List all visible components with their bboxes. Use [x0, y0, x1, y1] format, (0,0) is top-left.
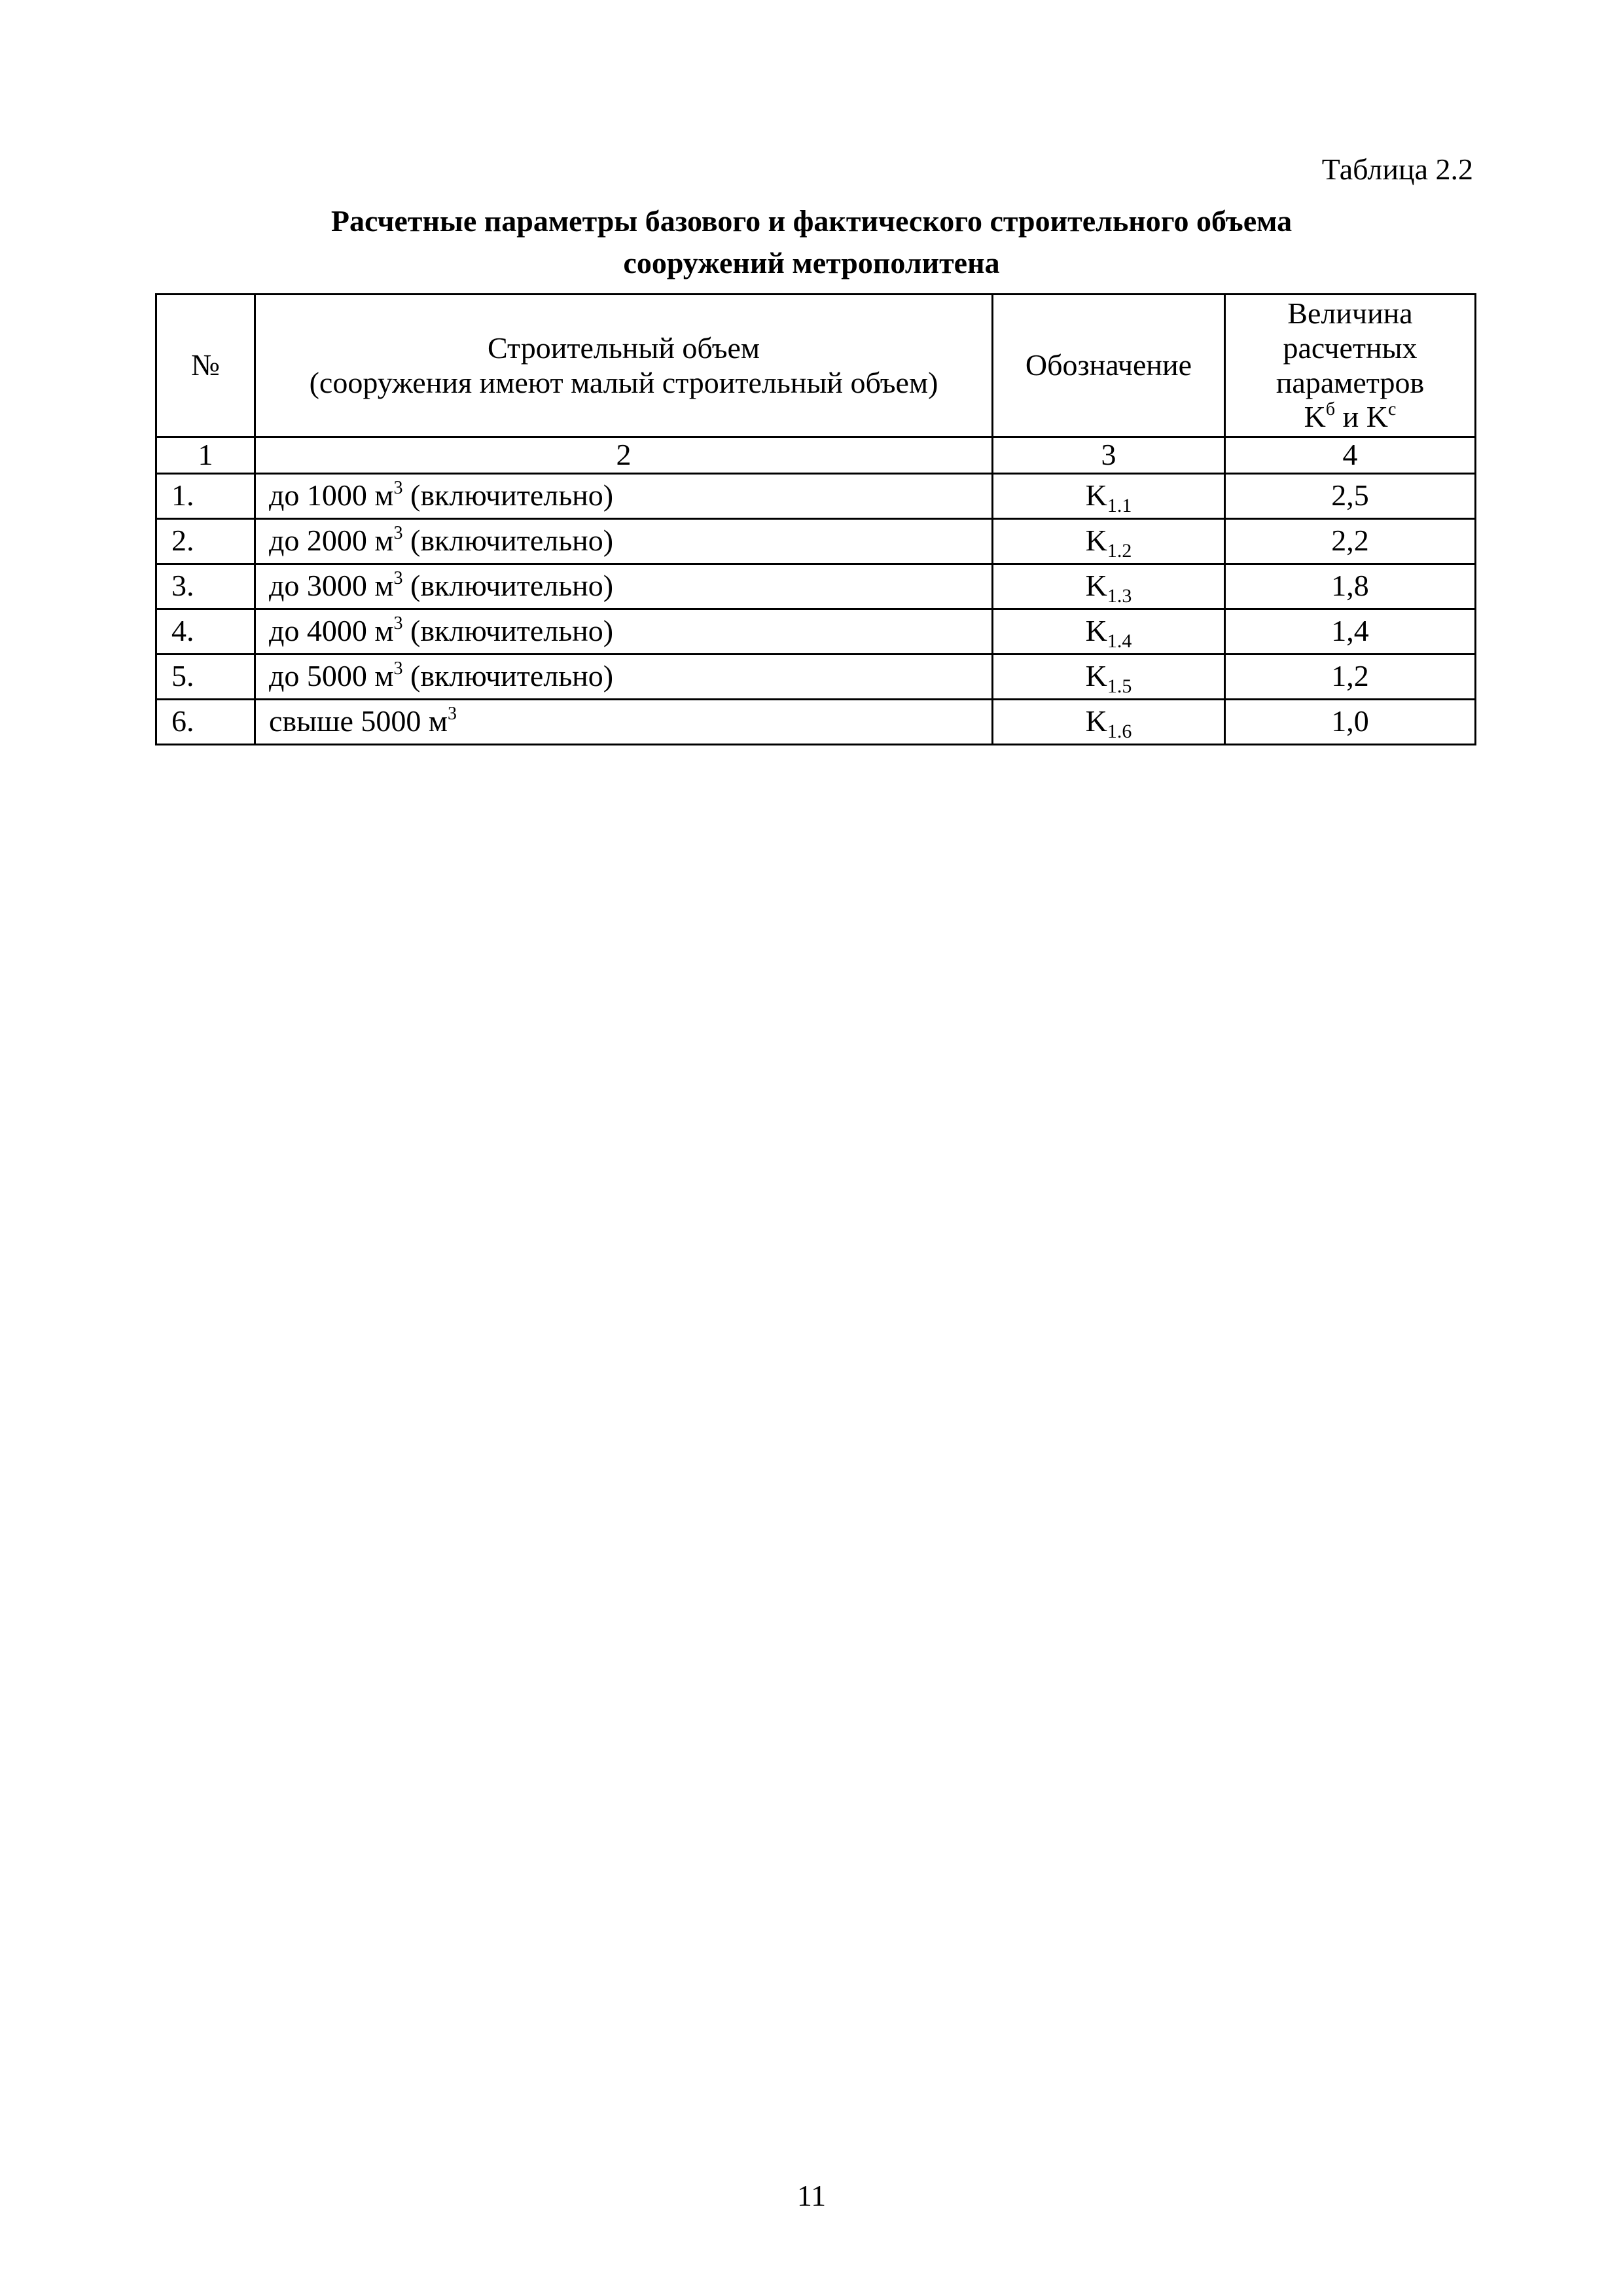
table-row — [156, 699, 1476, 744]
row-value: 1,0 — [1225, 699, 1476, 744]
row-value: 1,4 — [1225, 609, 1476, 654]
row-number: 6. — [156, 699, 255, 744]
table-row — [156, 609, 1476, 654]
row-volume-text: до 2000 м — [269, 524, 394, 558]
row-value: 2,5 — [1225, 473, 1476, 518]
row-symbol-sub: 1.5 — [1107, 675, 1132, 698]
table-row — [156, 564, 1476, 609]
row-volume-text: до 4000 м — [269, 614, 394, 648]
row-volume-sup: 3 — [393, 658, 403, 679]
row-number: 3. — [156, 564, 255, 609]
header-value-line-3: параметров — [1275, 365, 1425, 399]
row-volume — [255, 473, 993, 518]
row-volume-sup: 3 — [393, 523, 403, 544]
table-header-row — [156, 295, 1476, 437]
row-volume-sup: 3 — [448, 704, 457, 725]
row-volume — [255, 654, 993, 699]
row-volume-suffix: (включительно) — [402, 478, 614, 512]
row-volume-suffix: (включительно) — [402, 524, 614, 558]
row-symbol-sub: 1.4 — [1107, 630, 1132, 653]
row-symbol — [993, 609, 1225, 654]
header-value-k2-sup: с — [1387, 399, 1397, 420]
header-value-line-1: Величина — [1287, 296, 1413, 330]
title-line-2: сооружений метрополитена — [623, 246, 1000, 279]
row-number: 4. — [156, 609, 255, 654]
row-volume-sup: 3 — [393, 478, 403, 499]
table-row — [156, 654, 1476, 699]
header-volume-line-2: (сооружения имеют малый строительный объем) — [309, 365, 938, 399]
row-volume-text: до 3000 м — [269, 569, 394, 603]
row-symbol — [993, 699, 1225, 744]
row-value: 1,8 — [1225, 564, 1476, 609]
row-symbol-letter: K — [1085, 704, 1107, 738]
row-volume-text: до 1000 м — [269, 478, 394, 512]
row-symbol — [993, 518, 1225, 564]
column-number-3: 3 — [993, 437, 1225, 474]
column-numbers-row — [156, 437, 1476, 474]
row-value: 2,2 — [1225, 518, 1476, 564]
row-volume — [255, 609, 993, 654]
row-symbol-letter: K — [1085, 659, 1107, 693]
header-symbol: Обозначение — [993, 295, 1225, 437]
header-no: № — [156, 295, 255, 437]
row-symbol-sub: 1.2 — [1107, 540, 1132, 562]
row-number: 5. — [156, 654, 255, 699]
row-volume-sup: 3 — [393, 568, 403, 589]
row-symbol — [993, 473, 1225, 518]
column-number-1: 1 — [156, 437, 255, 474]
row-symbol-letter: K — [1085, 614, 1107, 648]
table-row — [156, 473, 1476, 518]
row-symbol-letter: K — [1085, 569, 1107, 603]
header-value-k1: K — [1304, 400, 1326, 434]
row-number: 2. — [156, 518, 255, 564]
row-volume-sup: 3 — [393, 613, 403, 634]
row-volume — [255, 518, 993, 564]
row-volume-suffix: (включительно) — [402, 569, 614, 603]
row-volume-suffix: (включительно) — [402, 659, 614, 693]
parameters-table — [155, 293, 1476, 745]
table-label: Таблица 2.2 — [1321, 152, 1473, 186]
row-number: 1. — [156, 473, 255, 518]
row-symbol-sub: 1.1 — [1107, 495, 1132, 517]
document-title — [0, 200, 1623, 284]
row-volume — [255, 699, 993, 744]
row-volume — [255, 564, 993, 609]
column-number-4: 4 — [1225, 437, 1476, 474]
row-symbol-letter: K — [1085, 478, 1107, 512]
row-volume-suffix: (включительно) — [402, 614, 614, 648]
column-number-2: 2 — [255, 437, 993, 474]
header-volume-line-1: Строительный объем — [487, 331, 760, 365]
row-value: 1,2 — [1225, 654, 1476, 699]
row-symbol-letter: K — [1085, 524, 1107, 558]
table-row — [156, 518, 1476, 564]
row-symbol-sub: 1.6 — [1107, 721, 1132, 743]
header-value-and: и K — [1335, 400, 1388, 434]
header-volume — [255, 295, 993, 437]
row-symbol — [993, 654, 1225, 699]
title-line-1: Расчетные параметры базового и фактического строительного объема — [330, 204, 1293, 238]
row-volume-text: до 5000 м — [269, 659, 394, 693]
row-volume-text: свыше 5000 м — [269, 704, 448, 738]
row-symbol-sub: 1.3 — [1107, 585, 1132, 607]
header-value-line-2: расчетных — [1283, 331, 1418, 365]
header-value-k1-sup: б — [1325, 399, 1336, 420]
page-number: 11 — [796, 2179, 827, 2212]
row-symbol — [993, 564, 1225, 609]
header-value — [1225, 295, 1476, 437]
